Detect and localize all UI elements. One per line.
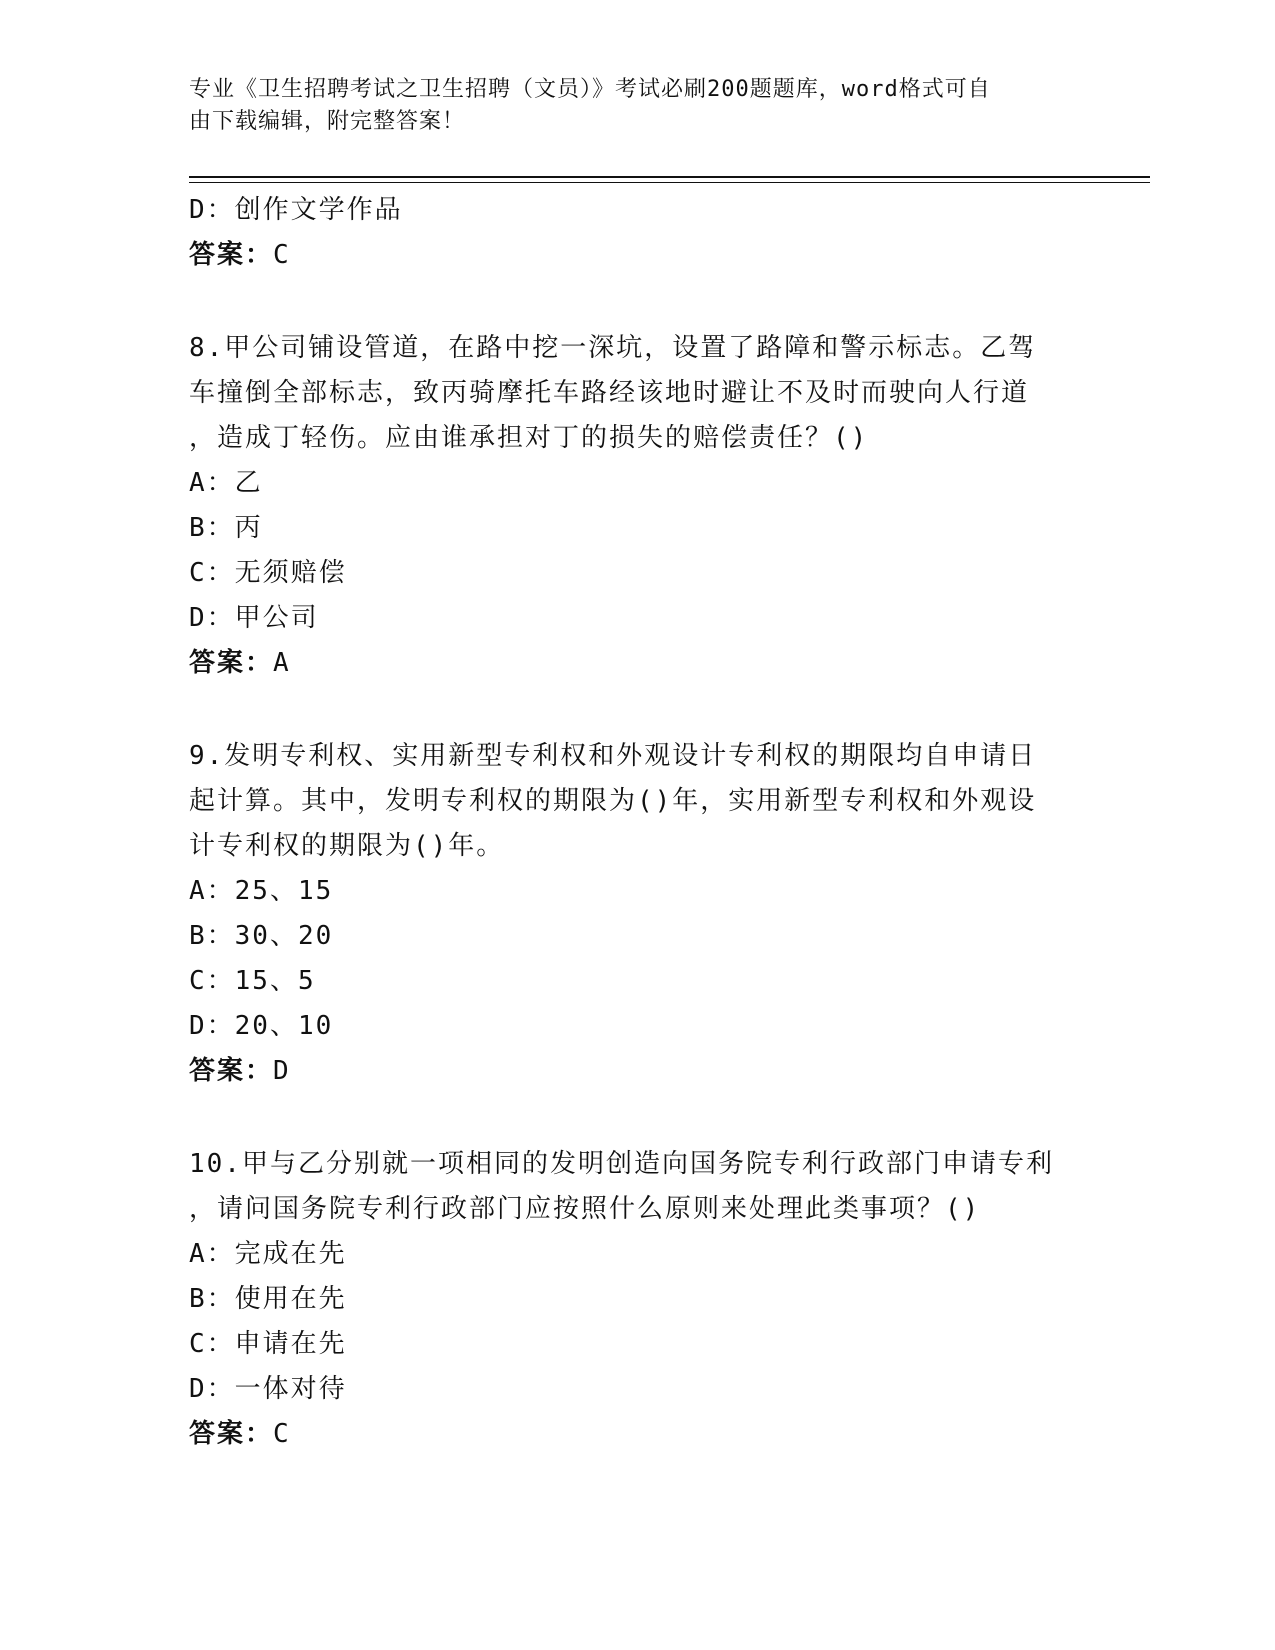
question-text-line: 车撞倒全部标志，致丙骑摩托车路经该地时避让不及时而驶向人行道 [189, 378, 1030, 408]
option-d: D：甲公司 [189, 603, 319, 633]
answer-line [189, 1049, 1089, 1094]
option-b: B：30、20 [189, 921, 334, 951]
answer-label: 答案： [189, 240, 274, 270]
answer-line [189, 233, 1089, 278]
question-10 [189, 1142, 1089, 1457]
header-line-2: 由下载编辑，附完整答案！ [189, 109, 466, 134]
answer-value: C [273, 1419, 291, 1449]
option-c: C：无须赔偿 [189, 558, 347, 588]
option-d: D：20、10 [189, 1011, 334, 1041]
option-b: B：丙 [189, 513, 263, 543]
question-text-line: ，造成丁轻伤。应由谁承担对丁的损失的赔偿责任？() [189, 423, 869, 453]
answer-label: 答案： [189, 1056, 274, 1086]
answer-label: 答案： [189, 1419, 274, 1449]
document-body [189, 188, 1089, 1457]
option-c: C：15、5 [189, 966, 316, 996]
header-line-1: 专业《卫生招聘考试之卫生招聘（文员）》考试必刷200题题库，word格式可自 [189, 77, 991, 102]
question-text-line: 9.发明专利权、实用新型专利权和外观设计专利权的期限均自申请日 [189, 741, 1037, 771]
question-8 [189, 326, 1089, 686]
option-a: A：完成在先 [189, 1239, 347, 1269]
answer-value: D [273, 1056, 291, 1086]
option-a: A：乙 [189, 468, 263, 498]
option-d: D：一体对待 [189, 1374, 347, 1404]
carryover-block [189, 188, 1089, 278]
option-a: A：25、15 [189, 876, 334, 906]
document-header [189, 74, 1069, 138]
answer-line [189, 641, 1089, 686]
question-text-line: 起计算。其中，发明专利权的期限为()年，实用新型专利权和外观设 [189, 786, 1037, 816]
question-9 [189, 734, 1089, 1094]
answer-label: 答案： [189, 648, 274, 678]
header-rule-thin [189, 182, 1150, 183]
question-text-line: 10.甲与乙分别就一项相同的发明创造向国务院专利行政部门申请专利 [189, 1149, 1054, 1179]
question-text-line: 计专利权的期限为()年。 [189, 831, 505, 861]
option-c: C：申请在先 [189, 1329, 347, 1359]
answer-line [189, 1412, 1089, 1457]
question-text-line: ，请问国务院专利行政部门应按照什么原则来处理此类事项？() [189, 1194, 981, 1224]
question-text-line: 8.甲公司铺设管道，在路中挖一深坑，设置了路障和警示标志。乙驾 [189, 333, 1037, 363]
answer-value: C [273, 240, 291, 270]
option-b: B：使用在先 [189, 1284, 347, 1314]
answer-value: A [273, 648, 291, 678]
option-d: D：创作文学作品 [189, 195, 403, 225]
header-rule-thick [189, 176, 1150, 178]
